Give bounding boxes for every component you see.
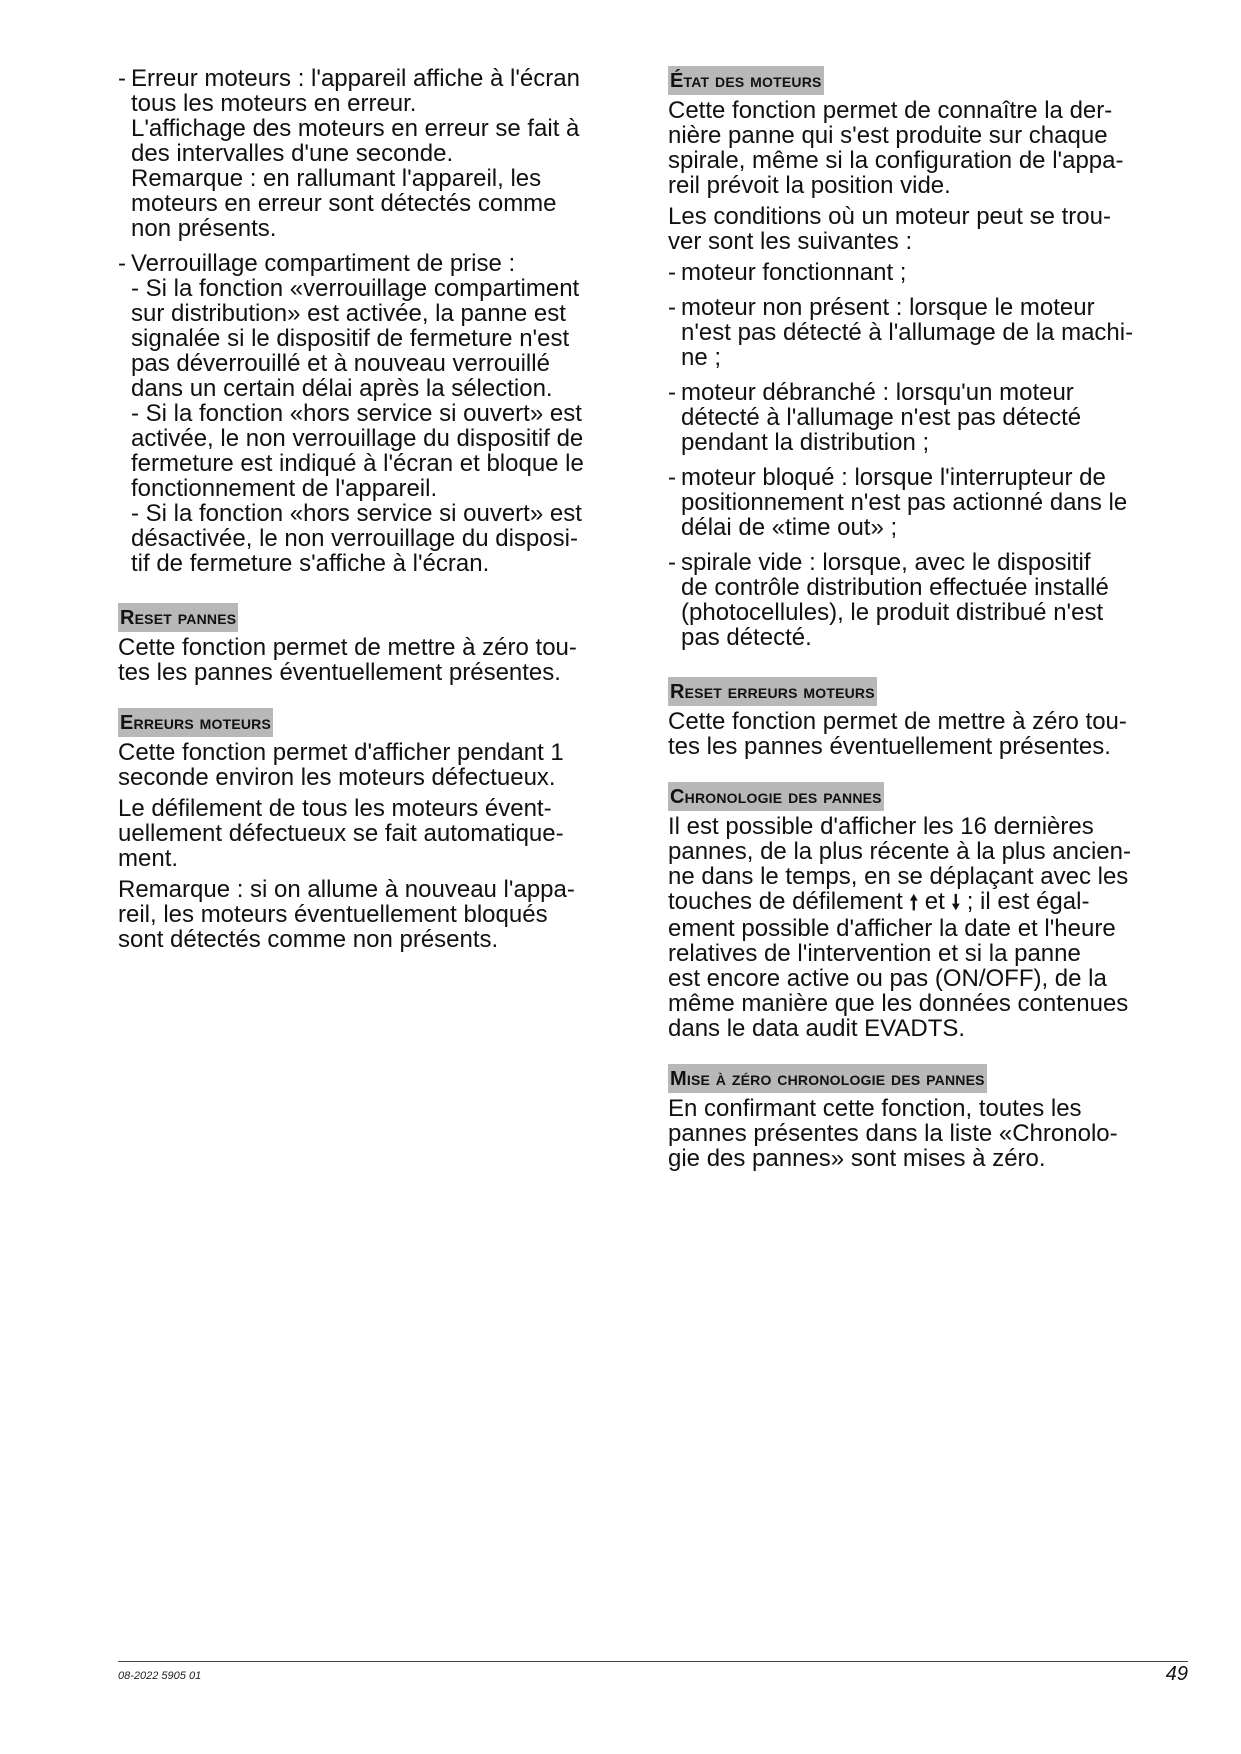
list-item xyxy=(668,550,1188,650)
list-item xyxy=(118,251,636,576)
etat-bullet-list xyxy=(668,260,1188,650)
text-line: uellement défectueux se fait automatique- xyxy=(118,820,564,847)
text-line: nière panne qui s'est produite sur chaque xyxy=(668,122,1108,149)
text-line: moteurs en erreur sont détectés comme xyxy=(131,190,557,217)
text-line: ne ; xyxy=(681,344,722,371)
text-line: pendant la distribution ; xyxy=(681,429,930,456)
text-line: ement possible d'afficher la date et l'heure xyxy=(668,915,1116,942)
text-line: - Si la fonction «hors service si ouvert» est xyxy=(131,400,582,427)
left-column xyxy=(118,66,636,958)
text-line: sur distribution» est activée, la panne est xyxy=(131,300,566,327)
text-line: En confirmant cette fonction, toutes les xyxy=(668,1095,1082,1122)
text-line: - Si la fonction «hors service si ouvert» est xyxy=(131,500,582,527)
text-line: seconde environ les moteurs défectueux. xyxy=(118,764,556,791)
mise-a-zero-text xyxy=(668,1096,1188,1171)
footer-divider xyxy=(118,1661,1188,1662)
text-line: Remarque : en rallumant l'appareil, les xyxy=(131,165,542,192)
text-line: Les conditions où un moteur peut se trou- xyxy=(668,203,1111,230)
text-line: même manière que les données contenues xyxy=(668,990,1129,1017)
bullet-dash: - xyxy=(668,379,676,406)
document-code: 08-2022 5905 01 xyxy=(118,1670,202,1682)
bullet-dash: - xyxy=(668,464,676,491)
text-line: Le défilement de tous les moteurs évent- xyxy=(118,795,552,822)
erreurs-moteurs-paragraph-3 xyxy=(118,877,636,952)
bullet-dash: - xyxy=(668,549,676,576)
text-line: Cette fonction permet de mettre à zéro tou- xyxy=(668,708,1127,735)
text-line: signalée si le dispositif de fermeture n'est xyxy=(131,325,570,352)
arrow-up-icon: 🠕 xyxy=(909,892,919,914)
bullet-dash: - xyxy=(118,250,126,277)
page-number: 49 xyxy=(1165,1663,1188,1685)
text-line: tif de fermeture s'affiche à l'écran. xyxy=(131,550,490,577)
text-line: reil, les moteurs éventuellement bloqués xyxy=(118,901,548,928)
text-line: pannes présentes dans la liste «Chronolo- xyxy=(668,1120,1118,1147)
text-line: Cette fonction permet de connaître la der- xyxy=(668,97,1113,124)
erreurs-moteurs-paragraph-1 xyxy=(118,740,636,790)
text-line: pas détecté. xyxy=(681,624,812,651)
mise-a-zero-heading: Mise à zéro chronologie des pannes xyxy=(668,1064,987,1093)
text-line: tes les pannes éventuellement présentes. xyxy=(668,733,1111,760)
text-line: gie des pannes» sont mises à zéro. xyxy=(668,1145,1046,1172)
reset-pannes-heading: Reset pannes xyxy=(118,603,238,632)
text-line: L'affichage des moteurs en erreur se fait à xyxy=(131,115,580,142)
text-line: (photocellules), le produit distribué n'est xyxy=(681,599,1104,626)
text-line: relatives de l'intervention et si la panne xyxy=(668,940,1081,967)
text-line: dans un certain délai après la sélection. xyxy=(131,375,553,402)
text-line: ment. xyxy=(118,845,179,872)
bullet-dash: - xyxy=(668,294,676,321)
text-line: Erreur moteurs : l'appareil affiche à l'écran xyxy=(131,65,580,92)
text-line: pannes, de la plus récente à la plus ancien- xyxy=(668,838,1131,865)
etat-moteurs-heading: État des moteurs xyxy=(668,66,824,95)
text-line: pas déverrouillé et à nouveau verrouillé xyxy=(131,350,550,377)
text-line: ver sont les suivantes : xyxy=(668,228,913,255)
etat-moteurs-paragraph-1 xyxy=(668,98,1188,198)
bullet-dash: - xyxy=(668,259,676,286)
chrono-line-part: ; il est égal- xyxy=(960,888,1090,915)
text-line: Il est possible d'afficher les 16 dernières xyxy=(668,813,1094,840)
text-line: fermeture est indiqué à l'écran et bloque le xyxy=(131,450,584,477)
text-line: moteur fonctionnant ; xyxy=(681,259,907,286)
text-line: Remarque : si on allume à nouveau l'appa- xyxy=(118,876,575,903)
text-line: spirale vide : lorsque, avec le dispositif xyxy=(681,549,1091,576)
reset-pannes-text xyxy=(118,635,636,685)
text-line: est encore active ou pas (ON/OFF), de la xyxy=(668,965,1107,992)
text-line: reil prévoit la position vide. xyxy=(668,172,951,199)
reset-erreurs-text xyxy=(668,709,1188,759)
text-line: sont détectés comme non présents. xyxy=(118,926,499,953)
list-item xyxy=(668,260,1188,285)
list-item xyxy=(668,295,1188,370)
left-bullet-list xyxy=(118,66,636,576)
text-line: tous les moteurs en erreur. xyxy=(131,90,417,117)
etat-moteurs-paragraph-2 xyxy=(668,204,1188,254)
erreurs-moteurs-heading: Erreurs moteurs xyxy=(118,708,273,737)
text-line: - Si la fonction «verrouillage compartiment xyxy=(131,275,580,302)
text-line: Cette fonction permet d'afficher pendant 1 xyxy=(118,739,564,766)
text-line: moteur débranché : lorsqu'un moteur xyxy=(681,379,1074,406)
text-line: spirale, même si la configuration de l'appa- xyxy=(668,147,1124,174)
right-column xyxy=(668,66,1188,1177)
arrow-down-icon: 🠗 xyxy=(951,892,961,914)
reset-erreurs-heading: Reset erreurs moteurs xyxy=(668,677,877,706)
text-line: dans le data audit EVADTS. xyxy=(668,1015,966,1042)
list-item xyxy=(668,465,1188,540)
text-line: délai de «time out» ; xyxy=(681,514,898,541)
list-item xyxy=(118,66,636,241)
text-line: positionnement n'est pas actionné dans le xyxy=(681,489,1128,516)
text-line: de contrôle distribution effectuée installé xyxy=(681,574,1109,601)
text-line: Cette fonction permet de mettre à zéro tou- xyxy=(118,634,577,661)
chrono-line-part: touches de défilement xyxy=(668,888,910,915)
text-line: moteur bloqué : lorsque l'interrupteur de xyxy=(681,464,1106,491)
text-line: fonctionnement de l'appareil. xyxy=(131,475,438,502)
bullet-dash: - xyxy=(118,65,126,92)
chrono-line-part: et xyxy=(918,888,952,915)
text-line: moteur non présent : lorsque le moteur xyxy=(681,294,1095,321)
text-line: activée, le non verrouillage du dispositif de xyxy=(131,425,584,452)
text-line: des intervalles d'une seconde. xyxy=(131,140,454,167)
text-line: détecté à l'allumage n'est pas détecté xyxy=(681,404,1082,431)
text-line: Verrouillage compartiment de prise : xyxy=(131,250,516,277)
text-line: non présents. xyxy=(131,215,277,242)
text-line: tes les pannes éventuellement présentes. xyxy=(118,659,561,686)
text-line: ne dans le temps, en se déplaçant avec les xyxy=(668,863,1129,890)
erreurs-moteurs-paragraph-2 xyxy=(118,796,636,871)
chronologie-heading: Chronologie des pannes xyxy=(668,782,884,811)
chronologie-text xyxy=(668,814,1188,1041)
text-line: désactivée, le non verrouillage du disposi- xyxy=(131,525,578,552)
text-line: n'est pas détecté à l'allumage de la machi- xyxy=(681,319,1134,346)
list-item xyxy=(668,380,1188,455)
